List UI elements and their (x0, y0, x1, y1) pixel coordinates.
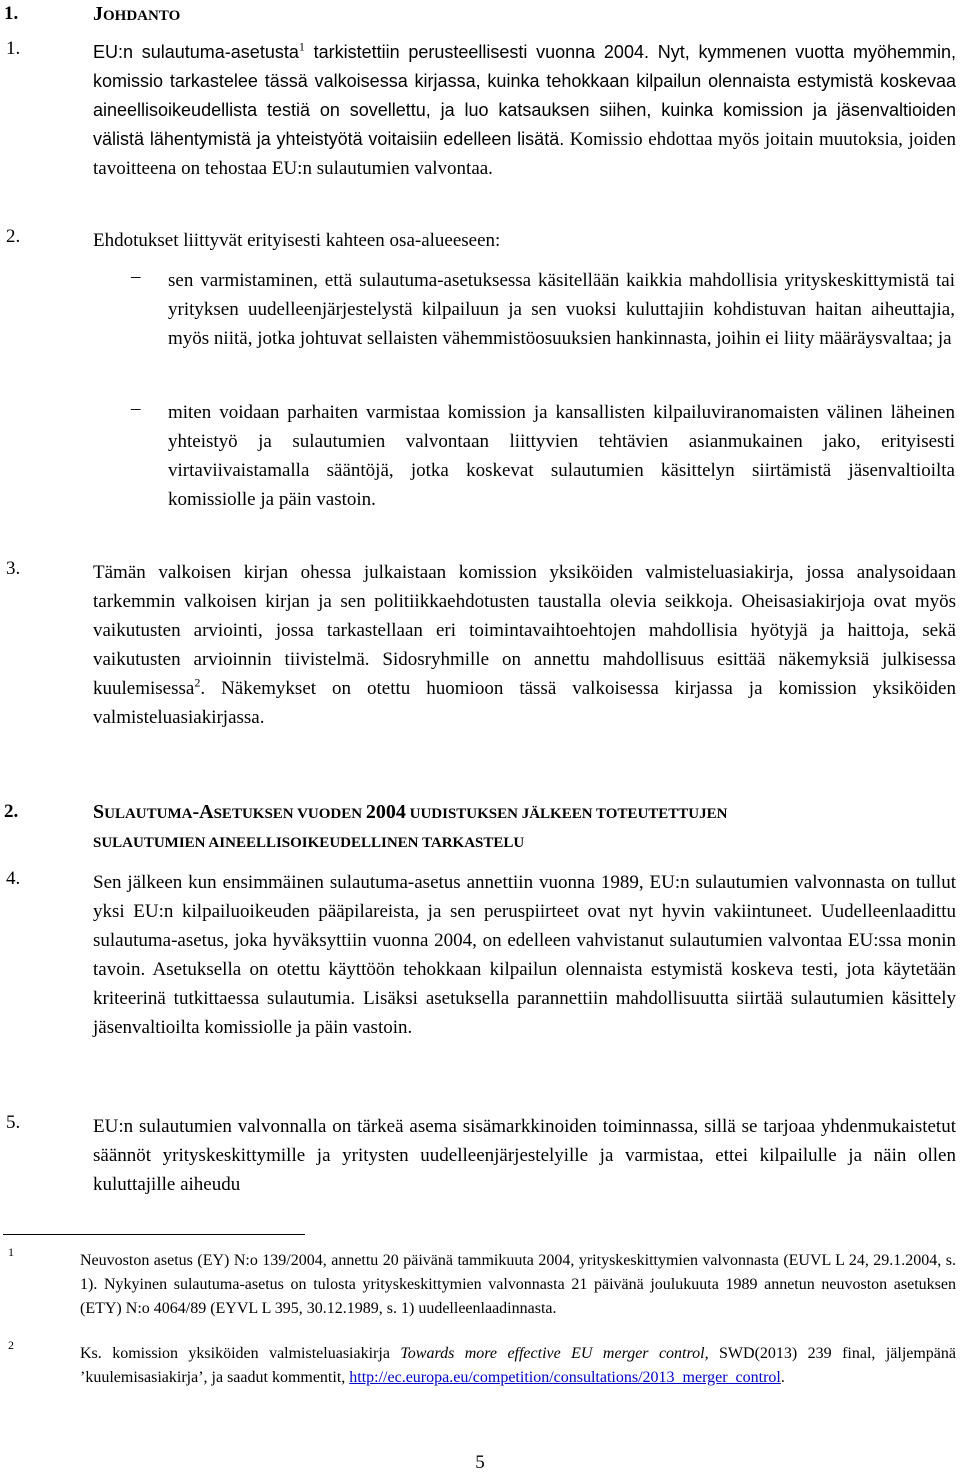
section-number: 2. (4, 801, 19, 822)
paragraph-number: 1. (6, 38, 21, 59)
paragraph-number: 2. (6, 226, 21, 247)
paragraph-number: 5. (6, 1112, 21, 1133)
footnote-number: 2 (8, 1338, 14, 1352)
footnote-ref-1[interactable]: 1 (298, 39, 305, 54)
paragraph-number: 4. (6, 868, 21, 889)
dash-bullet: – (131, 398, 141, 419)
footnote-ref-2[interactable]: 2 (194, 675, 201, 690)
page-number: 5 (475, 1452, 485, 1473)
section-title: SULAUTUMA-ASETUKSEN VUODEN 2004 UUDISTUKSEN JÄLKEEN TOTEUTETTUJEN (93, 801, 728, 823)
paragraph-number: 3. (6, 558, 21, 579)
footnote-number: 1 (8, 1245, 14, 1259)
section-title-continued: SULAUTUMIEN AINEELLISOIKEUDELLINEN TARKASTELU (93, 835, 525, 851)
paragraph-text: Tämän valkoisen kirjan ohessa julkaistaan komission yksiköiden valmisteluasiakirja, jossa analysoidaan tarkemmin valkoisen kirjan ja sen politiikkaehdotusten taustalla olevia seikkoja. Oheisasiakirjoja ovat myös vaikutusten arviointi, jossa tarkastellaan eri toimintavaihtoehtojen mahdollisia hyötyjä ja haittoja, sekä vaikutusten arvioinnin tiivistelmä. Sidosryhmille on annettu mahdollisuus esittää näkemyksiä julkisessa kuulemisessa$^2$. Näkemykset on otettu huomioon tässä valkoisessa kirjassa ja komission yksiköiden valmisteluasiakirjassa. (93, 562, 956, 728)
footnote-separator (3, 1234, 305, 1235)
dash-bullet: – (131, 266, 141, 287)
bullet-text: miten voidaan parhaiten varmistaa komission ja kansallisten kilpailuviranomaisten välinen läheinen yhteistyö ja sulautumien valvontaan liittyvien tehtävien asianmukainen jako, erityisesti virtaviivaistamalla sääntöjä, jotka koskevat sulautumien käsittelyn siirtämistä jäsenvaltioilta komissiolle ja päin vastoin. (168, 402, 955, 510)
paragraph-text: Sen jälkeen kun ensimmäinen sulautuma-asetus annettiin vuonna 1989, EU:n sulautumien valvonnasta on tullut yksi EU:n kilpailuoikeuden pääpilareista, ja sen peruspiirteet ovat nyt hyvin vakiintuneet. Uudelleenlaadittu sulautuma-asetus, joka hyväksyttiin vuonna 2004, on edelleen vahvistanut sulautumien valvontaa EU:ssa monin tavoin. Asetuksella on otettu käyttöön tehokkaan kilpailun olennaista estymistä koskeva testi, jota käytetään kriteerinä tutkittaessa sulautumia. Lisäksi asetuksella parannettiin mahdollisuutta siirtää sulautumien käsittely jäsenvaltioilta komissiolle ja päin vastoin. (93, 872, 956, 1038)
bullet-text: sen varmistaminen, että sulautuma-asetuksessa käsitellään kaikkia mahdollisia yrityskeskittymistä tai yrityksen uudelleenjärjestelystä kilpailuun ja sen vuoksi kuluttajiin kohdistuvan haitan aiheuttajia, myös niitä, jotka johtuvat sellaisten vähemmistöosuuksien hankinnasta, joihin ei liity määräysvaltaa; ja (168, 270, 955, 349)
section-number: 1. (4, 3, 19, 24)
footnote-text: Neuvoston asetus (EY) N:o 139/2004, annettu 20 päivänä tammikuuta 2004, yrityskeskittymien valvonnasta (EUVL L 24, 29.1.2004, s. 1). Nykyinen sulautuma-asetus on tulosta yrityskeskittymien valvonnasta 21 päivänä joulukuuta 1989 annetun neuvoston asetuksen (ETY) N:o 4064/89 (EYVL L 395, 30.12.1989, s. 1) uudelleenlaadinnasta. (80, 1252, 956, 1317)
section-title: JOHDANTO (93, 3, 181, 25)
paragraph-text: Ehdotukset liittyvät erityisesti kahteen osa-alueeseen: (93, 230, 501, 251)
footnote-text: Ks. komission yksiköiden valmisteluasiakirja Towards more effective EU merger control, SWD(2013) 239 final, jäljempänä ’kuulemisasiakirja’, ja saadut kommentit, http://ec.europa.eu/competition/consultations/2013_merger_control. (80, 1345, 957, 1386)
paragraph-text: EU:n sulautumien valvonnalla on tärkeä asema sisämarkkinoiden toiminnassa, sillä se tarjoaa yhdenmukaistetut säännöt yrityskeskittymille ja yritysten uudelleenjärjestelyille ja varmistaa, ettei kilpailulle ja näin ollen kuluttajille aiheudu (93, 1116, 956, 1195)
consultation-link[interactable]: http://ec.europa.eu/competition/consultations/2013_merger_control (349, 1369, 781, 1386)
paragraph-text: EU:n sulautuma-asetusta$^1$ tarkistettiin perusteellisesti vuonna 2004. Nyt, kymmenen vuotta myöhemmin, komissio tarkastelee tässä valkoisessa kirjassa, kuinka tehokkaan kilpailun olennaista estymistä koskevaa aineellisoikeudellista testiä on sovellettu, ja luo katsauksen siihen, kuinka komission ja jäsenvaltioiden välistä lähentymistä ja yhteistyötä voitaisiin edelleen lisätä. Komissio ehdottaa myös joitain muutoksia, joiden tavoitteena on tehostaa EU:n sulautumien valvontaa. (93, 39, 956, 179)
